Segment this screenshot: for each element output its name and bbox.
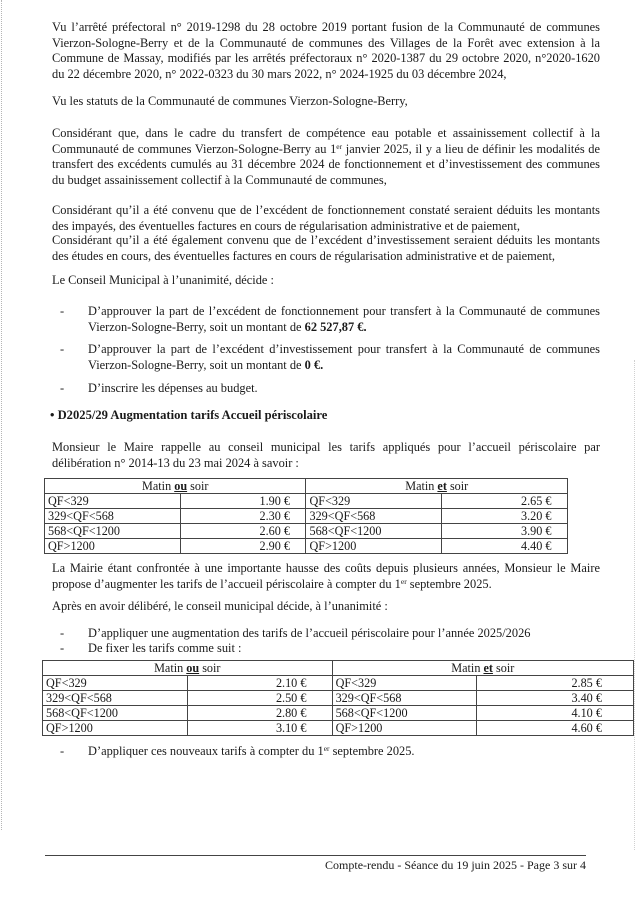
decision-item-fixer-tarifs: - De fixer les tarifs comme suit : (60, 641, 242, 655)
amount-investissement: 0 €. (304, 357, 324, 372)
decision-item-fonctionnement: - D’approuver la part de l’excédent de fonctionnement pour transfert à la Communauté de communes Vierzon-Sologne-Berry, soit un montant de 62 527,87 €. (60, 304, 600, 334)
decision-item-budget: - D’inscrire les dépenses au budget. (60, 381, 258, 395)
dash-bullet: - (60, 381, 65, 395)
scan-edge-left (1, 0, 3, 830)
header-matin-ou-soir: Matin ou soir (45, 479, 306, 494)
table-row: QF>1200 3.10 € QF>1200 4.60 € (43, 721, 634, 736)
footer-divider (45, 855, 586, 856)
dash-bullet: - (60, 744, 65, 758)
paragraph-conseil-decide: Le Conseil Municipal à l’unanimité, décide : (52, 273, 274, 287)
dash-bullet: - (60, 342, 65, 356)
decision-item-augmentation: - D’appliquer une augmentation des tarifs de l’accueil périscolaire pour l’année 2025/2026 (60, 626, 531, 640)
paragraph-arrete: Vu l’arrêté préfectoral n° 2019-1298 du 28 octobre 2019 portant fusion de la Communauté de communes Vierzon-Sologne-Berry et de la Communauté de communes des Villages de la Forêt avec extension à la Commune de Massay, modifiés par les arrêtés préfectoraux n° 2020-1387 du 29 octobre 2020, n°2020-1620 du 22 décembre 2020, n° 2022-0323 du 30 mars 2022, n° 2024-1925 du 03 décembre 2024, (52, 20, 600, 81)
paragraph-hausse-couts: La Mairie étant confrontée à une importante hausse des coûts depuis plusieurs années, Monsieur le Maire propose d’augmenter les tarifs de l’accueil périscolaire à compter du 1er septembre 2025. (52, 561, 600, 591)
paragraph-considerant-fonctionnement: Considérant qu’il a été convenu que de l’excédent de fonctionnement constaté seraient déduits les montants des impayés, des éventuelles factures en cours de régularisation administrative et de paiement, (52, 203, 600, 233)
paragraph-apres-delibere: Après en avoir délibéré, le conseil municipal décide, à l’unanimité : (52, 599, 388, 613)
decision-item-investissement: - D’approuver la part de l’excédent d’investissement pour transfert à la Communauté de communes Vierzon-Sologne-Berry, soit un montant de 0 €. (60, 342, 600, 372)
header-matin-et-soir: Matin et soir (306, 479, 568, 494)
table-row: QF<329 1.90 € QF<329 2.65 € (45, 494, 568, 509)
table-header-row (43, 661, 634, 676)
section-title: • D2025/29 Augmentation tarifs Accueil périscolaire (50, 408, 328, 422)
header-matin-ou-soir: Matin ou soir (43, 661, 333, 676)
table-header-row (45, 479, 568, 494)
table-old-tarifs (44, 478, 568, 554)
paragraph-rappel-tarifs: Monsieur le Maire rappelle au conseil municipal les tarifs appliqués pour l’accueil périscolaire par délibération n° 2014-13 du 23 mai 2024 à savoir : (52, 440, 600, 470)
header-matin-et-soir: Matin et soir (332, 661, 633, 676)
paragraph-considerant-transfert: Considérant que, dans le cadre du transfert de compétence eau potable et assainissement collectif à la Communauté de communes Vierzon-Sologne-Berry au 1er janvier 2025, il y a lieu de définir les modalités de transfert des excédents cumulés au 31 décembre 2024 de fonctionnement et d’investissement des communes du budget assainissement collectif à la Communauté de communes, (52, 126, 600, 187)
decision-item-nouveaux-tarifs: - D’appliquer ces nouveaux tarifs à compter du 1er septembre 2025. (60, 744, 415, 758)
dash-bullet: - (60, 641, 65, 655)
amount-fonctionnement: 62 527,87 €. (304, 319, 367, 334)
table-row: 568<QF<1200 2.60 € 568<QF<1200 3.90 € (45, 524, 568, 539)
table-row: 568<QF<1200 2.80 € 568<QF<1200 4.10 € (43, 706, 634, 721)
paragraph-considerant-investissement: Considérant qu’il a été également convenu que de l’excédent d’investissement seraient déduits les montants des études en cours, des éventuelles factures en cours de régularisation administrative et de paiement, (52, 233, 600, 263)
table-row: QF>1200 2.90 € QF>1200 4.40 € (45, 539, 568, 554)
table-row: 329<QF<568 2.30 € 329<QF<568 3.20 € (45, 509, 568, 524)
table-row: 329<QF<568 2.50 € 329<QF<568 3.40 € (43, 691, 634, 706)
paragraph-statuts: Vu les statuts de la Communauté de communes Vierzon-Sologne-Berry, (52, 94, 408, 108)
page-footer: Compte-rendu - Séance du 19 juin 2025 - Page 3 sur 4 (325, 858, 586, 872)
dash-bullet: - (60, 626, 65, 640)
scan-edge-right (634, 360, 636, 850)
dash-bullet: - (60, 304, 65, 318)
table-new-tarifs (42, 660, 634, 736)
bullet-icon: • (50, 408, 55, 422)
table-row: QF<329 2.10 € QF<329 2.85 € (43, 676, 634, 691)
